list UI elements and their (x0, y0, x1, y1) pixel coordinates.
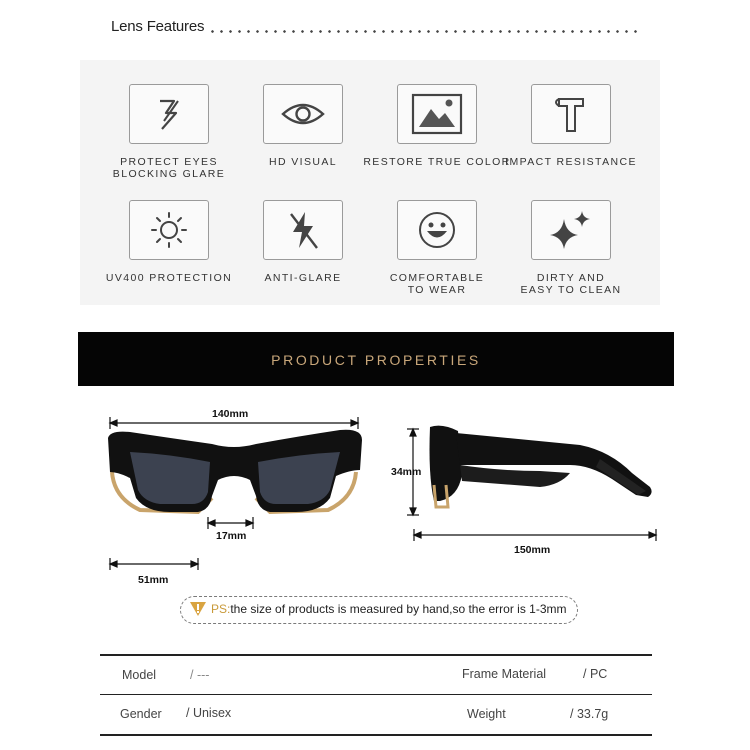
feature-label: COMFORTABLE TO WEAR (389, 272, 485, 296)
feature-easy-clean (496, 200, 646, 296)
warning-icon (189, 601, 207, 617)
frame-width-label: 140mm (212, 408, 249, 420)
table-mid-rule (100, 694, 652, 695)
spec-label-frame-material: Frame Material (462, 667, 547, 681)
features-panel (80, 60, 660, 305)
feature-icon-box (263, 84, 343, 144)
table-top-rule (100, 654, 652, 656)
product-properties-banner (78, 332, 674, 386)
glasses-front-icon (108, 430, 362, 512)
feature-true-color (362, 84, 512, 168)
feature-icon-box (397, 200, 477, 260)
feature-label: UV400 PROTECTION (105, 272, 233, 284)
banner-title: PRODUCT PROPERTIES (271, 352, 481, 368)
sun-icon (149, 210, 189, 250)
feature-icon-box (531, 200, 611, 260)
side-view-diagram (400, 415, 670, 545)
temple-length-label: 150mm (514, 544, 551, 556)
table-bottom-rule (100, 734, 652, 736)
feature-icon-box (531, 84, 611, 144)
feature-protect-eyes (94, 84, 244, 180)
feature-icon-box (263, 200, 343, 260)
note-prefix: PS: (211, 602, 231, 616)
spec-value-gender: / Unisex (186, 706, 232, 720)
feature-label: RESTORE TRUE COLOR (363, 156, 511, 168)
spec-label-weight: Weight (467, 707, 506, 721)
lightning-icon (148, 93, 190, 135)
feature-uv400 (94, 200, 244, 284)
section-title: Lens Features (111, 18, 205, 35)
spec-value-model: / --- (190, 668, 210, 682)
feature-comfortable (362, 200, 512, 296)
feature-hd-visual (228, 84, 378, 168)
spec-value-weight: / 33.7g (570, 707, 609, 721)
dotted-divider (208, 30, 640, 33)
feature-label: IMPACT RESISTANCE (505, 156, 637, 168)
spec-label-model: Model (122, 668, 157, 682)
front-view-diagram (100, 400, 370, 590)
bridge-width-label: 17mm (216, 530, 247, 542)
lens-width-label: 51mm (138, 574, 169, 586)
feature-label: ANTI-GLARE (264, 272, 342, 284)
feature-impact (496, 84, 646, 168)
feature-anti-glare (228, 200, 378, 284)
spec-value-frame-material: / PC (583, 667, 608, 681)
measurement-note (211, 602, 567, 616)
feature-icon-box (129, 84, 209, 144)
lens-height-label: 34mm (391, 466, 422, 478)
feature-label: HD VISUAL (268, 156, 338, 168)
feature-label: PROTECT EYES BLOCKING GLARE (112, 156, 226, 180)
note-text: the size of products is measured by hand,so the error is 1-3mm (230, 602, 567, 616)
feature-icon-box (397, 84, 477, 144)
smiley-icon (417, 210, 457, 250)
sparkle-icon (548, 209, 594, 251)
image-icon (411, 93, 463, 135)
feature-label: DIRTY AND EASY TO CLEAN (520, 272, 622, 296)
eye-icon (280, 99, 326, 129)
glasses-side-icon (430, 426, 652, 507)
feature-icon-box (129, 200, 209, 260)
spec-label-gender: Gender (120, 707, 162, 721)
anti-glare-icon (283, 208, 323, 252)
hammer-icon (551, 93, 591, 135)
